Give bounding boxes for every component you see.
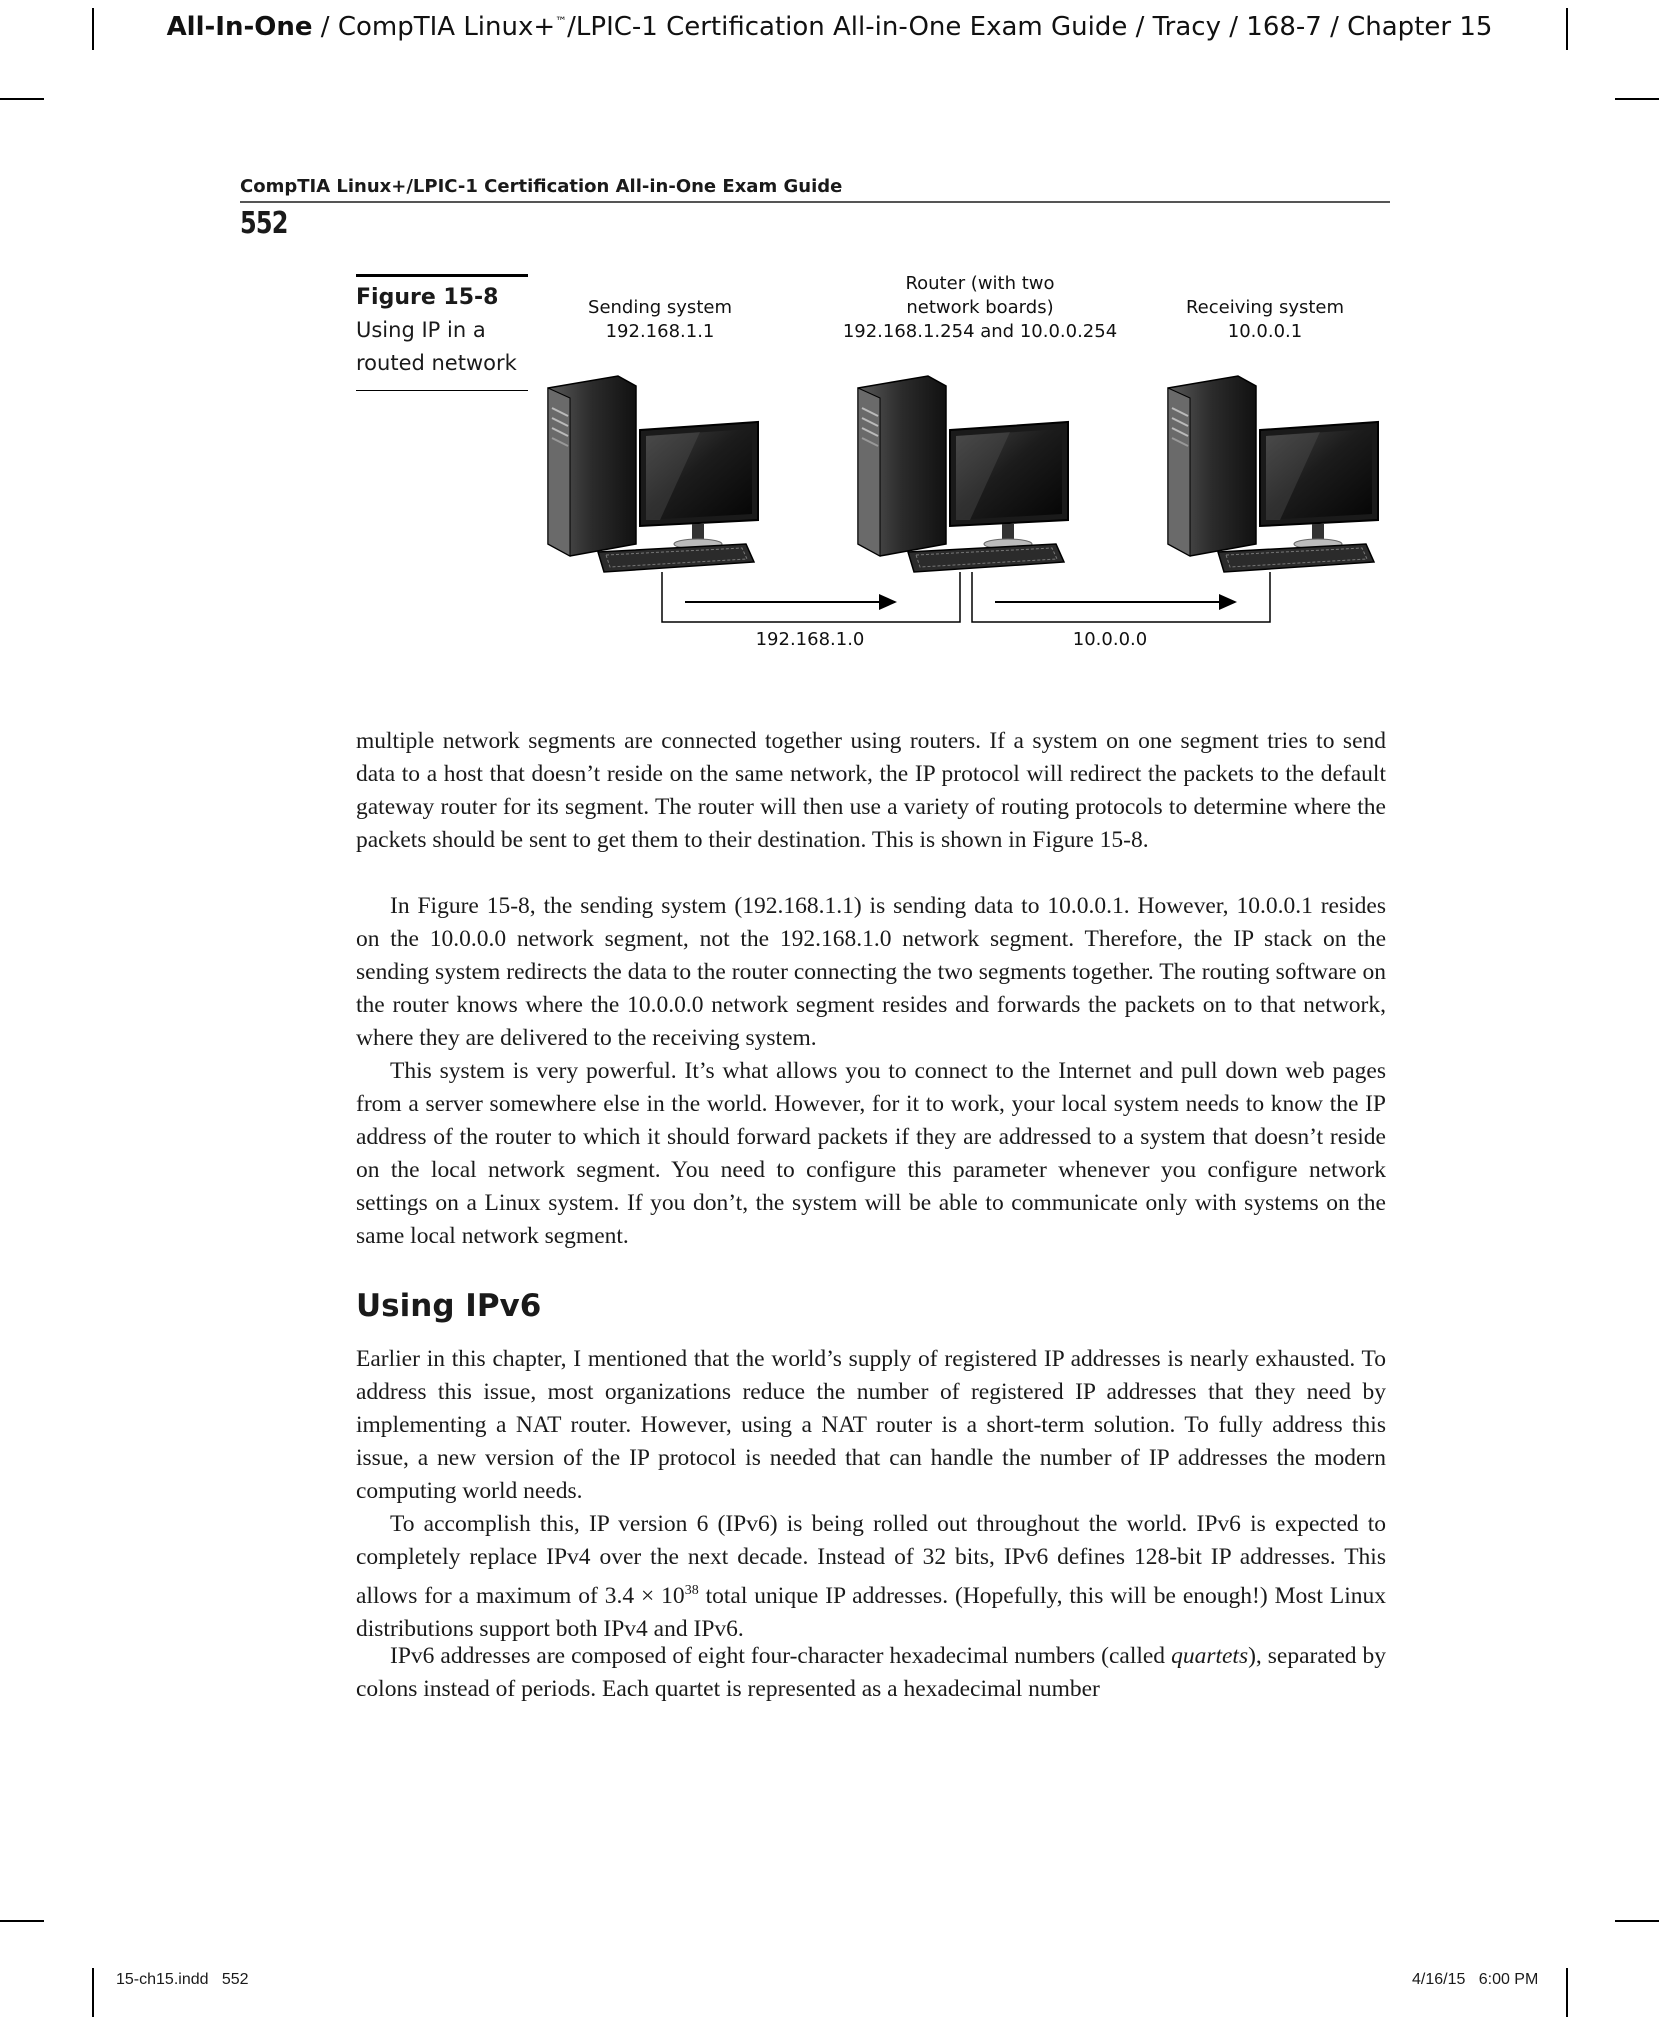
footer-file-info: 15-ch15.indd 552 xyxy=(116,1971,249,1988)
crop-mark xyxy=(1615,98,1659,100)
paragraph-text: ), separated by colons instead of periods. Each quartet is represented as a hexadecimal number xyxy=(356,1643,1386,1702)
figure-caption xyxy=(356,274,528,391)
router-label xyxy=(820,272,1140,344)
crop-mark xyxy=(1566,1968,1568,2017)
sending-system-name: Sending system xyxy=(588,297,732,318)
router-computer xyxy=(858,376,1068,572)
segment-1-link xyxy=(662,572,960,622)
slug-line xyxy=(0,12,1659,42)
segment-1-label: 192.168.1.0 xyxy=(755,629,865,650)
exponent: 38 xyxy=(684,1583,699,1598)
figure-number: Figure 15-8 xyxy=(356,285,499,310)
paragraph: multiple network segments are connected together using routers. If a system on one segment tries to send data to a host that doesn’t reside on the same network, the IP protocol will redirect the packets to the default gateway router for its segment. The router will then use a variety of routing protocols to determine where the packets should be sent to get them to their destination. This is shown in Figure 15-8. xyxy=(356,728,1386,853)
segment-2-label: 10.0.0.0 xyxy=(1072,629,1148,650)
running-header: CompTIA Linux+/LPIC-1 Certification All-in-One Exam Guide xyxy=(240,176,1390,203)
crop-mark xyxy=(0,1920,44,1922)
network-diagram xyxy=(540,360,1400,630)
section-heading: Using IPv6 xyxy=(356,1288,542,1324)
sending-computer xyxy=(548,376,758,572)
paragraph-text: IPv6 addresses are composed of eight four-character hexadecimal numbers (called xyxy=(390,1643,1172,1669)
paragraph xyxy=(356,1508,1386,1646)
slug-trademark: ™ xyxy=(555,14,568,29)
page-number: 552 xyxy=(240,206,288,241)
figure-title: Using IP in a routed network xyxy=(356,318,517,375)
paragraph: Earlier in this chapter, I mentioned that the world’s supply of registered IP addresses is nearly exhausted. To address this issue, most organizations reduce the number of registered IP addresses that they need by implementing a NAT router. However, using a NAT router is a short-term solution. To fully address this issue, a new version of the IP protocol is needed that can handle the number of IP addresses the modern computing world needs. xyxy=(356,1346,1386,1504)
slug-title-post: /LPIC-1 Certification All-in-One Exam Guide / Tracy / 168-7 / Chapter 15 xyxy=(567,12,1493,42)
router-ip: 192.168.1.254 and 10.0.0.254 xyxy=(842,321,1118,342)
paragraph: This system is very powerful. It’s what allows you to connect to the Internet and pull down web pages from a server somewhere else in the world. However, for it to work, your local system needs to know the IP address of the router to which it should forward packets if they are addressed to a system that doesn’t reside on the local network segment. You need to configure this parameter whenever you configure network settings on a Linux system. If you don’t, the system will be able to communicate only with systems on the same local network segment. xyxy=(356,1058,1386,1249)
receiving-system-ip: 10.0.0.1 xyxy=(1227,321,1303,342)
router-name-line2: network boards) xyxy=(906,297,1054,318)
paragraph-text: total unique IP addresses. (Hopefully, this will be enough!) Most Linux distributions support both IPv4 and IPv6. xyxy=(356,1582,1387,1642)
footer-timestamp: 4/16/15 6:00 PM xyxy=(1412,1971,1539,1988)
paragraph: In Figure 15-8, the sending system (192.168.1.1) is sending data to 10.0.0.1. However, 10.0.0.1 resides on the 10.0.0.0 network segment, not the 192.168.1.0 network segment. Therefore, the IP stack on the sending system redirects the data to the router connecting the two segments together. The routing software on the router knows where the 10.0.0.0 network segment resides and forwards the packets on to that network, where they are delivered to the receiving system. xyxy=(356,893,1386,1051)
crop-mark xyxy=(0,98,44,100)
sending-system-ip: 192.168.1.1 xyxy=(605,321,715,342)
emphasis: quartets xyxy=(1171,1643,1249,1669)
paragraph-text: To accomplish this, IP version 6 (IPv6) is being rolled out throughout the world. IPv6 is expected to completely replace IPv4 over the next decade. Instead of 32 bits, IPv6 defines 128-bit IP addresses. This allows for a maximum of 3.4 × 10 xyxy=(356,1511,1386,1609)
segment-2-link xyxy=(972,572,1270,622)
router-name-line1: Router (with two xyxy=(905,273,1055,294)
crop-mark xyxy=(92,1968,94,2017)
sending-system-label xyxy=(570,296,750,344)
receiving-system-name: Receiving system xyxy=(1185,297,1345,318)
crop-mark xyxy=(1615,1920,1659,1922)
paragraph xyxy=(356,1640,1386,1706)
receiving-system-label xyxy=(1170,296,1360,344)
slug-series: All-In-One xyxy=(166,12,313,42)
receiving-computer xyxy=(1168,376,1378,572)
slug-title-pre: / CompTIA Linux+ xyxy=(312,12,556,42)
